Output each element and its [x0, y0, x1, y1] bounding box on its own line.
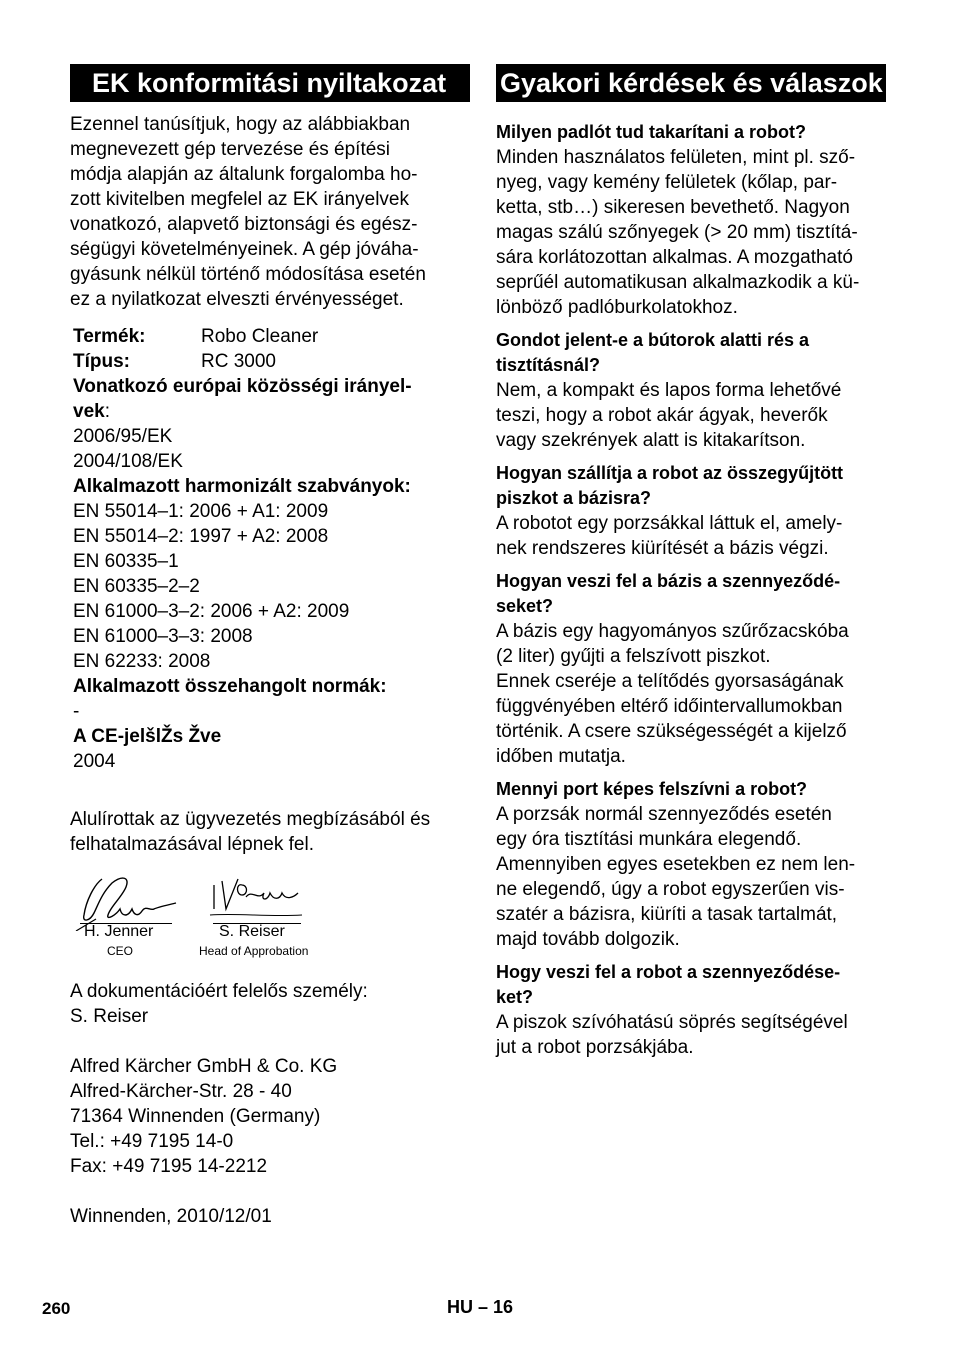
faq-answer: A robotot egy porzsákkal láttuk el, amely- nek rendszeres kiürítését a bázis végzi. — [496, 513, 843, 559]
product-label: Termék: — [73, 326, 146, 347]
faq-question: Hogy veszi fel a robot a szennyeződése- ket? — [496, 962, 841, 1007]
standard-item: EN 55014–1: 2006 + A1: 2009 — [73, 501, 329, 522]
signer-role: Head of Approbation — [199, 944, 309, 958]
directives-heading: Vonatkozó európai közösségi irányel- vek: — [73, 376, 412, 422]
norms-heading: Alkalmazott összehangolt normák: — [73, 676, 387, 697]
type-label: Típus: — [73, 351, 130, 372]
signer-role: CEO — [107, 944, 134, 958]
standard-item: EN 60335–2–2 — [73, 576, 200, 597]
standard-item: EN 62233: 2008 — [73, 651, 211, 672]
place-date: Winnenden, 2010/12/01 — [70, 1206, 272, 1227]
documentation-person: A dokumentációért felelős személy: S. Reiser — [70, 981, 368, 1027]
product-row — [73, 324, 470, 349]
norms-value: - — [73, 701, 80, 722]
faq-answer: A porzsák normál szennyeződés esetén egy óra tisztítási munkára elegendő. Amennyiben egyes esetekben ez nem len- ne elegendő, úgy a robot egyszerűen vis- szatér a bázisra, kiüríti a tasak tartalmát, majd tovább dolgozik. — [496, 804, 856, 950]
standard-item: EN 55014–2: 1997 + A2: 2008 — [73, 526, 329, 547]
standards-heading: Alkalmazott harmonizált szabványok: — [73, 476, 411, 497]
ce-heading: A CE-jelšlŽs Žve — [73, 726, 222, 747]
language-page-label: HU – 16 — [447, 1297, 514, 1317]
company-address: Alfred Kärcher GmbH & Co. KG Alfred-Kärcher-Str. 28 - 40 71364 Winnenden (Germany) Tel.: +49 7195 14-0 Fax: +49 7195 14-2212 — [70, 1056, 338, 1177]
faq-question: Gondot jelent-e a bútorok alatti rés a tisztításnál? — [496, 330, 810, 375]
ce-year: 2004 — [73, 751, 116, 772]
faq-question: Hogyan szállítja a robot az összegyűjtött piszkot a bázisra? — [496, 463, 844, 508]
product-value: Robo Cleaner — [201, 326, 319, 347]
faq-column — [496, 64, 886, 1068]
faq-question: Mennyi port képes felszívni a robot? — [496, 779, 808, 799]
faq-heading: Gyakori kérdések és válaszok — [496, 64, 886, 102]
type-value: RC 3000 — [201, 351, 276, 372]
faq-question: Milyen padlót tud takarítani a robot? — [496, 122, 807, 142]
signers-text: Alulírottak az ügyvezetés megbízásából és felhatalmazásával lépnek fel. — [70, 809, 431, 855]
faq-answer: Nem, a kompakt és lapos forma lehetővé teszi, hogy a robot akár ágyak, heverők vagy szekrények alatt is kitakarítson. — [496, 380, 842, 451]
signature-block — [70, 871, 470, 975]
signer-name: S. Reiser — [219, 923, 285, 940]
directive-item: 2004/108/EK — [73, 451, 183, 472]
declaration-column — [70, 64, 470, 1229]
faq-question: Hogyan veszi fel a bázis a szennyeződé- seket? — [496, 571, 841, 616]
directive-item: 2006/95/EK — [73, 426, 173, 447]
signature-reiser — [208, 871, 308, 921]
faq-answer: A piszok szívóhatású söprés segítségével jut a robot porzsákjába. — [496, 1012, 848, 1058]
standard-item: EN 61000–3–3: 2008 — [73, 626, 253, 647]
declaration-heading: EK konformitási nyiltakozat — [70, 64, 470, 102]
declaration-intro: Ezennel tanúsítjuk, hogy az alábbiakban megnevezett gép tervezése és építési módja alapján az általunk forgalomba ho- zott kivitelben megfelel az EK irányelvek vonatkozó, alapvető biztonsági és egész- ségügyi követelményeinek. A gép jóváha- gyásunk nélkül történő módosítása esetén ez a nyilatkozat elveszti érvényességet. — [70, 114, 426, 310]
page-number: 260 — [42, 1299, 71, 1318]
signer-name: H. Jenner — [84, 923, 154, 940]
type-row — [73, 349, 470, 374]
standard-item: EN 61000–3–2: 2006 + A2: 2009 — [73, 601, 350, 622]
faq-answer: A bázis egy hagyományos szűrőzacskóba (2 liter) gyűjti a felszívott piszkot. Ennek cseréje a telítődés gyorsaságának függvényében eltérő időintervallumokban történik. A csere szükségességét a kijelző időben mutatja. — [496, 621, 849, 767]
faq-answer: Minden használatos felületen, mint pl. sző- nyeg, vagy kemény felületek (kőlap, par- ketta, stb…) sikeresen bevethető. Nagyon magas szálú szőnyegek (> 20 mm) tisztítá- sára korlátozottan alkalmas. A mozgatható seprűél automatikusan alkalmazkodik a kü- lönböző padlóburkolatokhoz. — [496, 147, 860, 318]
standard-item: EN 60335–1 — [73, 551, 179, 572]
declaration-details — [73, 324, 470, 774]
